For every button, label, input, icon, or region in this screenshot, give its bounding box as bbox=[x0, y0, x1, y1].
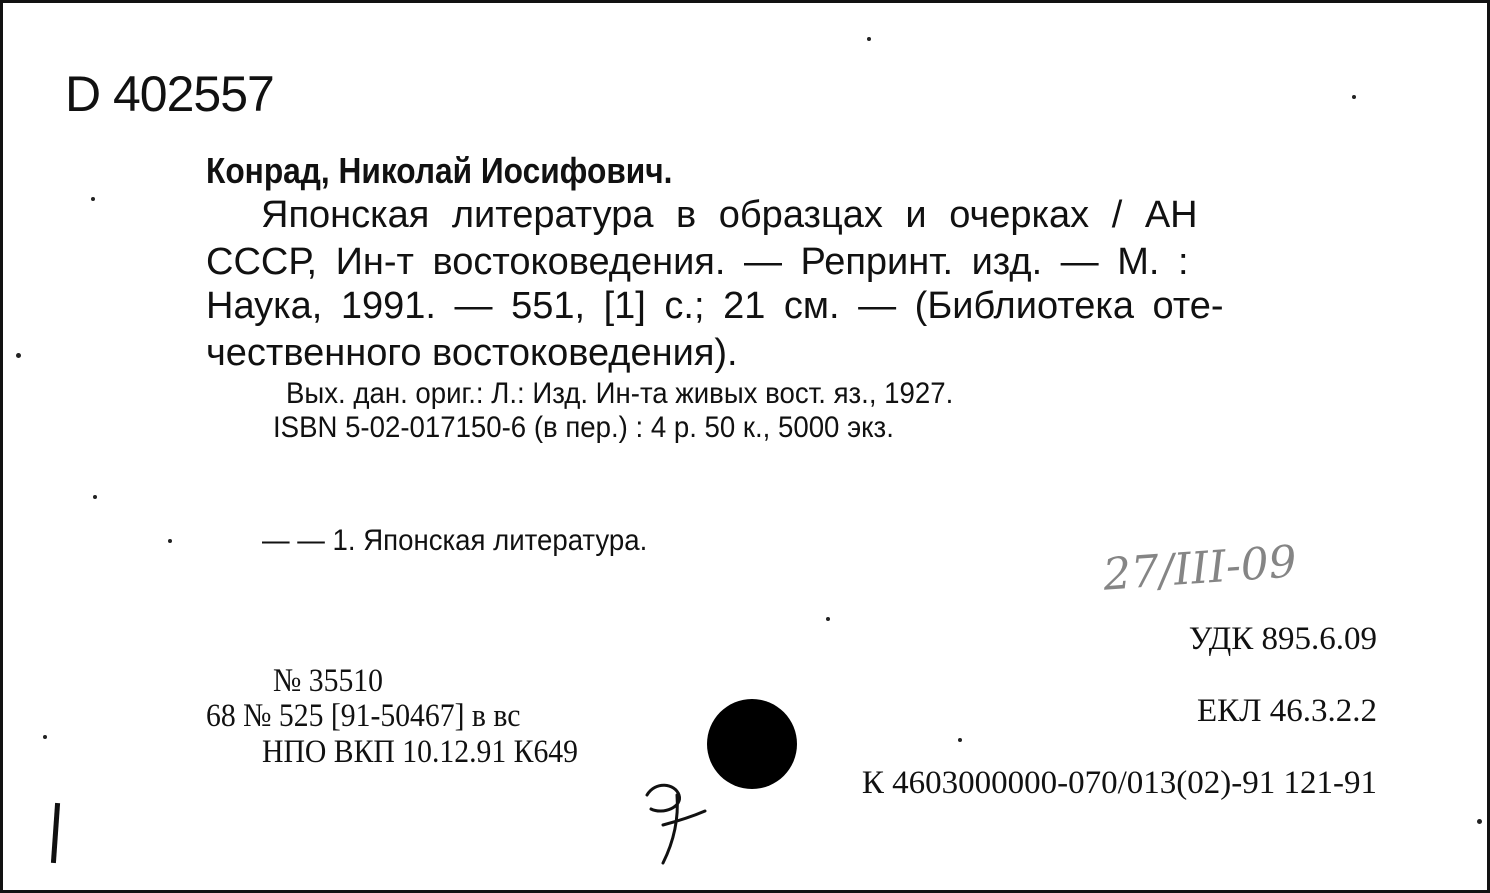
description-line: Японская литература в образцах и очерках / АН bbox=[261, 194, 1198, 236]
isbn-price-note: ISBN 5-02-017150-6 (в пер.) : 4 р. 50 к., 5000 экз. bbox=[273, 411, 894, 444]
original-publication-note: Вых. дан. ориг.: Л.: Изд. Ин-та живых вост. яз., 1927. bbox=[286, 377, 954, 410]
speck bbox=[91, 197, 95, 201]
speck bbox=[1352, 95, 1356, 99]
speck bbox=[958, 738, 962, 742]
npo-line: НПО ВКП 10.12.91 К649 bbox=[262, 734, 578, 770]
handwritten-date: 27/III-09 bbox=[1101, 536, 1299, 601]
speck bbox=[43, 735, 47, 739]
author-heading: Конрад, Николай Иосифович. bbox=[206, 150, 673, 191]
punch-hole bbox=[707, 699, 797, 789]
description-line: чественного востоковедения). bbox=[206, 332, 738, 374]
speck bbox=[93, 495, 97, 499]
catalog-number: № 35510 bbox=[273, 663, 384, 699]
speck bbox=[826, 617, 830, 621]
acquisition-line: 68 № 525 [91-50467] в вс bbox=[206, 698, 521, 734]
ekl-code: ЕКЛ 46.3.2.2 bbox=[1196, 693, 1377, 729]
speck bbox=[867, 37, 871, 41]
speck bbox=[168, 539, 172, 543]
handwritten-mark bbox=[633, 773, 713, 868]
description-line: Наука, 1991. — 551, [1] с.; 21 см. — (Библиотека оте- bbox=[206, 285, 1224, 327]
description-line: СССР, Ин-т востоковедения. — Репринт. изд. — М. : bbox=[206, 241, 1189, 283]
speck bbox=[16, 353, 21, 358]
classification-code: К 4603000000-070/013(02)-91 121-91 bbox=[861, 765, 1377, 801]
speck bbox=[1477, 819, 1482, 824]
accession-number: D 402557 bbox=[65, 66, 274, 122]
udk-code: УДК 895.6.09 bbox=[1188, 621, 1377, 657]
subject-heading: — — 1. Японская литература. bbox=[262, 524, 648, 557]
pencil-mark bbox=[51, 803, 60, 863]
